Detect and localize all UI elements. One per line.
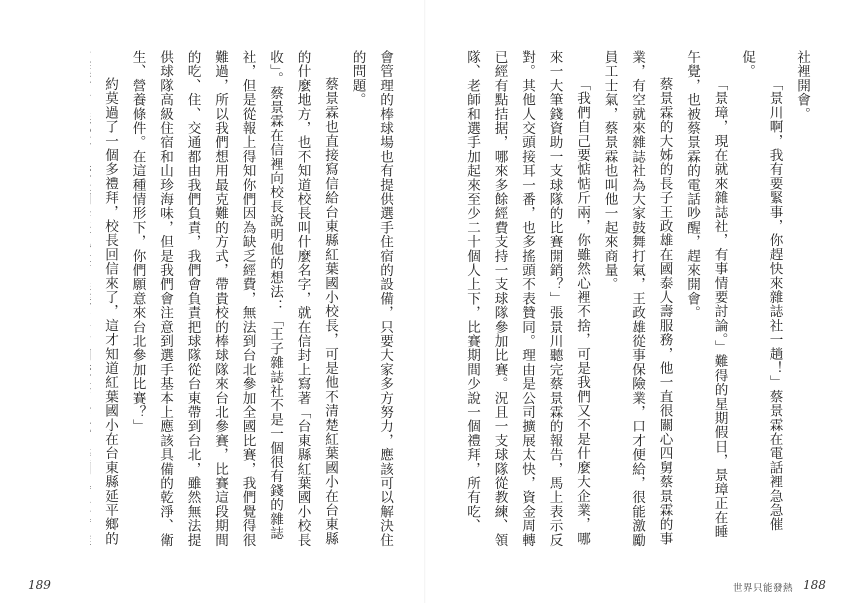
right-page: [425, 0, 850, 603]
paragraph: 蔡景霖的大姊的長子王政雄在國泰人壽服務，他一直很關心四舅蔡景霖的事業，有空就來雜誌社為大家鼓舞打氣，王政雄從事保險業，口才便給，很能激勵員工士氣，蔡景霖也叫他一起來商量。: [601, 50, 673, 547]
right-page-body: [460, 50, 815, 553]
paragraph: 約莫過了一個多禮拜，校長回信來了，這才知道紅葉國小在台東縣延平鄉的: [102, 77, 118, 546]
paragraph: 「景川啊，我有要緊事，你趕快來雜誌社一趟！」蔡景霖在電話裡急急催促。: [739, 50, 783, 532]
running-head: 世界只能發熱: [733, 583, 794, 594]
page-number: 188: [803, 578, 826, 592]
page-number: 189: [28, 578, 51, 592]
paragraph: 會管理的棒球場也有提供選手住宿的設備，只要大家多方努力，應該可以解決住的問題。: [349, 50, 393, 547]
paragraph: 社裡開會。: [794, 50, 810, 121]
paragraph: 「我們自己要惦惦斤兩，你雖然心裡不捨，可是我們又不是什麼大企業，哪來一大筆錢資助一支球隊的比賽開銷？」張景川聽完蔡景霖的報告，馬上表示反對。其他人交頭接耳一番，也多搖頭不表贊同。理由是公司擴展太快，資金周轉已經有點拮据，哪來多餘經費支持一支球隊參加比賽。況且一支球隊從教練、領隊、老師和選手加起來至少二十個人上下，比賽期間少說一個禮拜，所有吃、: [464, 50, 590, 547]
paragraph: 蔡景霖也直接寫信給台東縣紅葉國小校長，可是他不清楚紅葉國小在台東縣的什麼地方，也不知道校長叫什麼名字，就在信封上寫著「台東縣紅葉國小校長收」。蔡景霖在信裡向校長說明他的想法：「王子雜誌社不是一個很有錢的雜誌社，但是從報上得知你們因為缺乏經費，無法到台北參加全國比賽，我們覺得很難過，所以我們想用最克難的方式，帶貴校的棒球隊來台北參賽，比賽這段期間的吃、住、交通都由我們負責，我們會負責把球隊從台東帶到台北，雖然無法提供球隊高級住宿和山珍海味，但是我們會注意到選手基本上應該具備的乾淨、衛生、營養條件。在這種情形下，你們願意來台北參加比賽？」: [129, 50, 338, 547]
paragraph: 「景璋，現在就來雜誌社，有事情要討論。」難得的星期假日，景璋正在睡午覺，也被蔡景霖的電話吵醒，趕來開會。: [684, 50, 728, 539]
left-page-body: [90, 50, 398, 553]
